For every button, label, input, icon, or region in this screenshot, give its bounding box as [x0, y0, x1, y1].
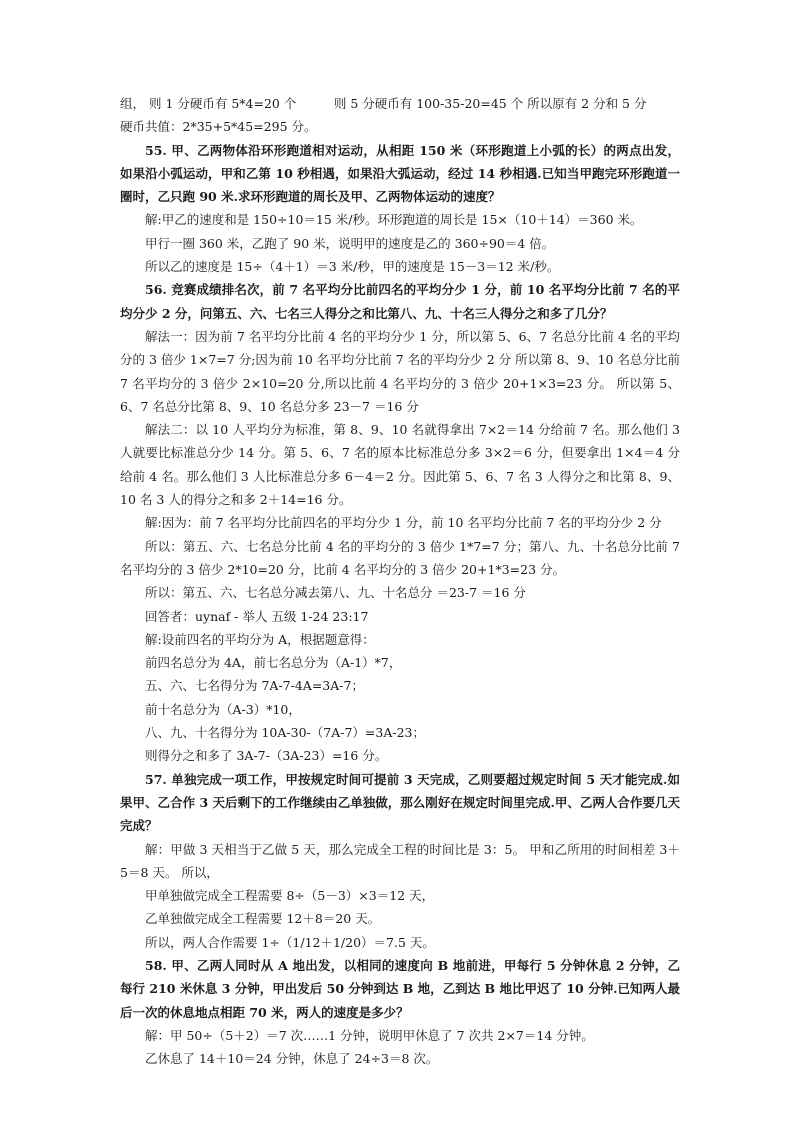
text-line: 硬币共值：2*35+5*45=295 分。	[120, 119, 317, 135]
solution-line: 甲单独做完成全工程需要 8÷（5－3）×3＝12 天，	[145, 888, 435, 904]
solution-method-2: 解法二：以 10 人平均分为标准，第 8、9、10 名就得拿出 7×2＝14 分给前 7 名。那么他们 3 人就要比标准总分少 14 分。第 5、6、7 名的原本比标准总分多 3×2＝6 分，但要拿出 1×4＝4 分给前 4 名。那么他们 3 人比标准总分多 6－4＝2 分。因此第 5、6、7 名 3 人得分之和比第 8、9、10 名 3 人的得分之和多 2＋14=16 分。	[120, 422, 680, 508]
question-56: 56. 竞赛成绩排名次，前 7 名平均分比前四名的平均分少 1 分，前 10 名平均分比前 7 名的平均分少 2 分，问第五、六、七名三人得分之和比第八、九、十名三人得分之和多了几分？	[120, 282, 680, 321]
solution-line: 五、六、七名得分为 7A-7-4A=3A-7；	[145, 678, 364, 694]
solution-line: 所以：第五、六、七名总分比前 4 名的平均分的 3 倍少 1*7=7 分；第八、九、十名总分比前 7 名平均分的 3 倍少 2*10=20 分，比前 4 名平均分的 3 倍少 20+1*3=23 分。	[120, 538, 680, 577]
solution-line: 乙休息了 14＋10＝24 分钟，休息了 24÷3＝8 次。	[145, 1051, 439, 1067]
document-page	[120, 92, 680, 1070]
solution-line: 乙单独做完成全工程需要 12＋8＝20 天。	[145, 911, 381, 927]
question-57: 57. 单独完成一项工作，甲按规定时间可提前 3 天完成，乙则要超过规定时间 5 天才能完成.如果甲、乙合作 3 天后剩下的工作继续由乙单独做，那么刚好在规定时间里完成.甲、乙两人合作要几天完成？	[120, 771, 680, 834]
solution-line: 所以乙的速度是 15÷（4＋1）＝3 米/秒，甲的速度是 15－3＝12 米/秒。	[145, 259, 560, 275]
solution-line: 则得分之和多了 3A-7-（3A-23）=16 分。	[145, 748, 388, 764]
solution-line: 前十名总分为（A-3）*10，	[145, 701, 301, 717]
solution-line: 解：甲 50÷（5＋2）＝7 次……1 分钟，说明甲休息了 7 次共 2×7＝14 分钟。	[145, 1027, 594, 1043]
solution-line: 解：甲做 3 天相当于乙做 5 天，那么完成全工程的时间比是 3：5。 甲和乙所用的时间相差 3＋5＝8 天。 所以，	[120, 841, 680, 880]
text-line: 组， 则 1 分硬币有 5*4=20 个 则 5 分硬币有 100-35-20=45 个 所以原有 2 分和 5 分	[120, 96, 647, 111]
solution-line: 甲行一圈 360 米，乙跑了 90 米，说明甲的速度是乙的 360÷90＝4 倍。	[145, 235, 555, 251]
solution-method-1: 解法一：因为前 7 名平均分比前 4 名的平均分少 1 分，所以第 5、6、7 名总分比前 4 名的平均分的 3 倍少 1×7=7 分;因为前 10 名平均分比前 7 名的平均分少 2 分 所以第 8、9、10 名总分比前 7 名平均分的 3 倍少 2×10=20 分,所以比前 4 名平均分的 3 倍少 20+1×3=23 分。 所以第 5、6、7 名总分比第 8、9、10 名总分多 23－7 ＝16 分	[120, 328, 680, 414]
question-58: 58. 甲、乙两人同时从 A 地出发，以相同的速度向 B 地前进，甲每行 5 分钟休息 2 分钟，乙每行 210 米休息 3 分钟，甲出发后 50 分钟到达 B 地，乙到达 B 地比甲迟了 10 分钟.已知两人最后一次的休息地点相距 70 米，两人的速度是多少？	[120, 957, 680, 1020]
solution-line: 解:因为：前 7 名平均分比前四名的平均分少 1 分，前 10 名平均分比前 7 名的平均分少 2 分	[145, 515, 662, 531]
solution-line: 解:甲乙的速度和是 150÷10＝15 米/秒。环形跑道的周长是 15×（10＋14）＝360 米。	[145, 212, 643, 228]
solution-line: 八、九、十名得分为 10A-30-（7A-7）=3A-23；	[145, 725, 425, 741]
solution-line: 前四名总分为 4A，前七名总分为（A-1）*7，	[145, 655, 402, 671]
solution-line: 解:设前四名的平均分为 A，根据题意得：	[145, 631, 375, 647]
question-55: 55. 甲、乙两物体沿环形跑道相对运动，从相距 150 米（环形跑道上小弧的长）的两点出发，如果沿小弧运动，甲和乙第 10 秒相遇，如果沿大弧运动，经过 14 秒相遇.已知当甲跑完环形跑道一圈时，乙只跑 90 米.求环形跑道的周长及甲、乙两物体运动的速度？	[120, 142, 680, 205]
solution-line: 所以，两人合作需要 1÷（1/12＋1/20）＝7.5 天。	[145, 934, 435, 950]
answerer-line: 回答者：uynaf - 举人 五级 1-24 23:17	[145, 608, 369, 624]
solution-line: 所以：第五、六、七名总分减去第八、九、十名总分 ＝23-7 ＝16 分	[145, 585, 526, 601]
